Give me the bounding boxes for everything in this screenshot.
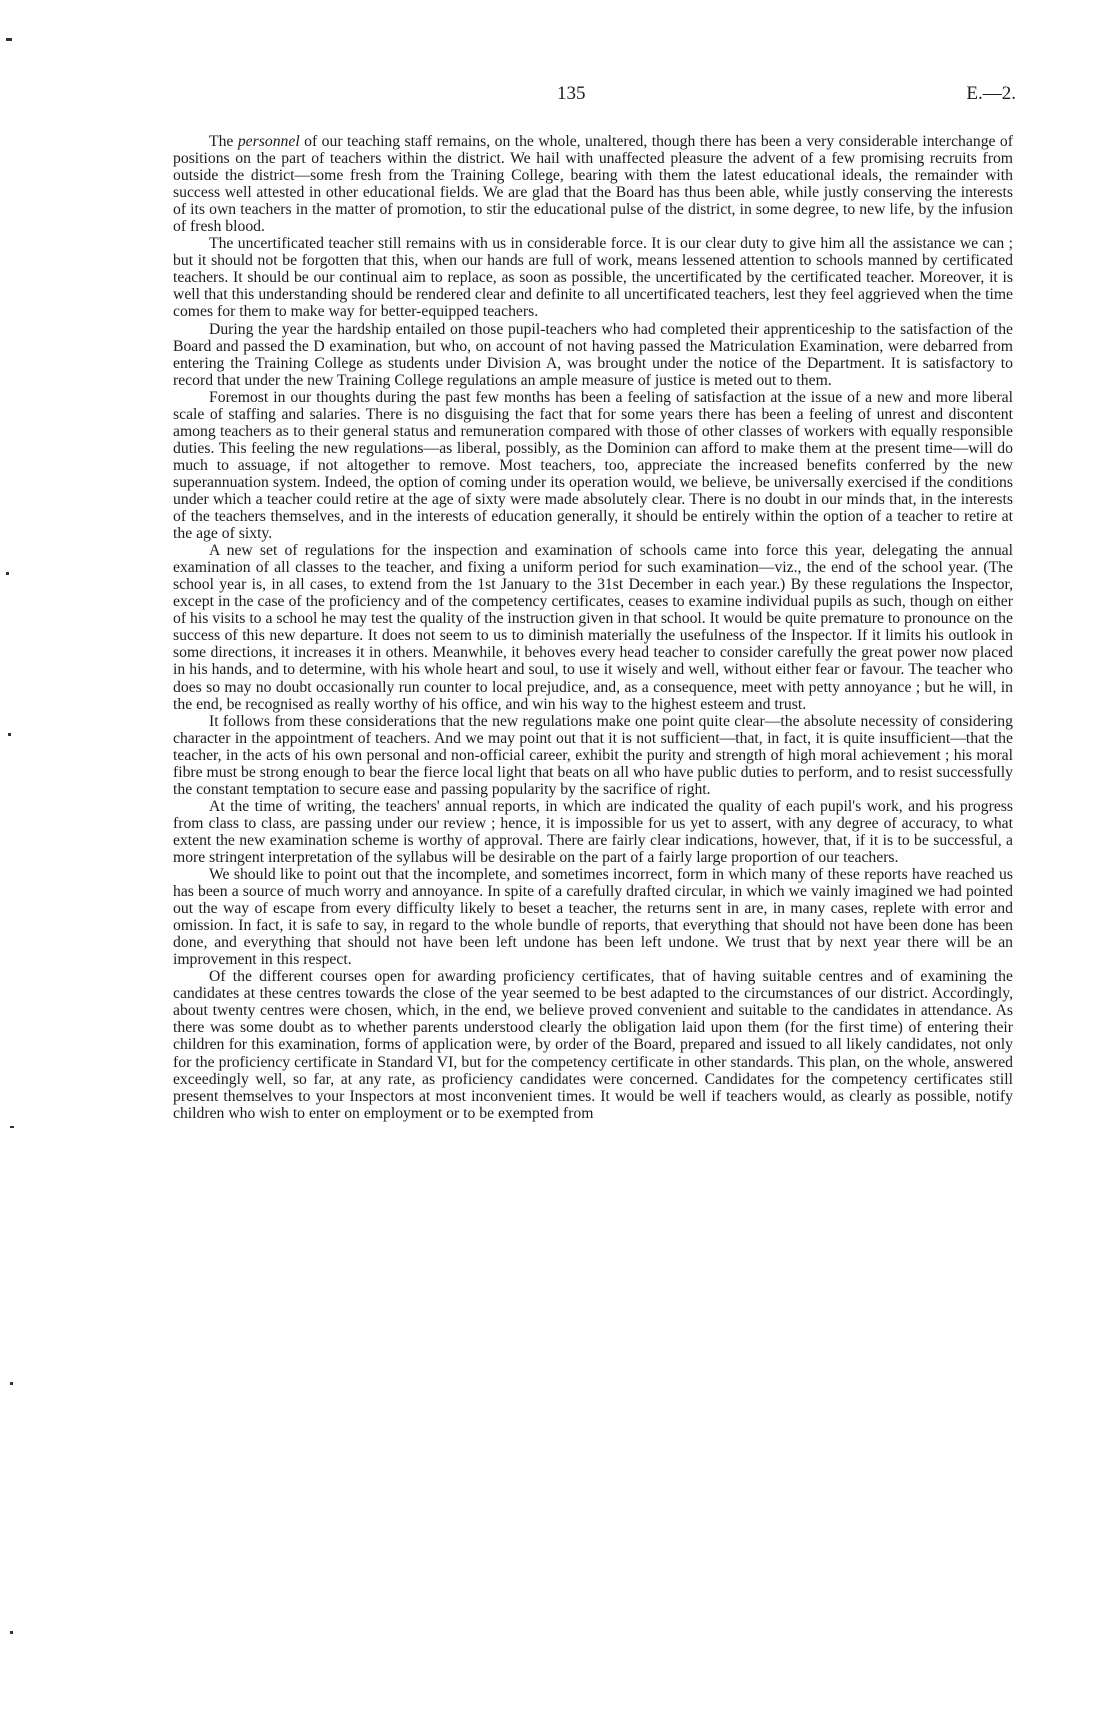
paragraph: Of the different courses open for awarding proficiency certificates, that of having suitable centres and of examining the candidates at these centres towards the close of the year seemed to be best adapted to the circumstances of our district. Accordingly, about twenty centres were chosen, which, in the end, we believe proved convenient and suitable to the candidates in attendance. As there was some doubt as to whether parents understood clearly the obligation laid upon them (for the first time) of entering their children for this examination, forms of application were, by order of the Board, prepared and issued to all likely candidates, not only for the proficiency certificate in Standard VI, but for the competency certificate in other standards. This plan, on the whole, answered exceedingly well, so far, at any rate, as proficiency candidates were concerned. Candidates for the competency certificates still present themselves to your Inspectors at most inconvenient times. It would be well if teachers would, as clearly as possible, notify children who wish to enter on employment or to be exempted from: [173, 968, 1013, 1122]
paragraph: The personnel of our teaching staff remains, on the whole, unaltered, though there has been a very considerable interchange of positions on the part of teachers within the district. We hail with unaffected pleasure the advent of a few promising recruits from outside the district—some fresh from the Training College, bearing with them the latest educational ideals, the remainder with success well attested in other educational fields. We are glad that the Board has thus been able, while justly conserving the interests of its own teachers in the matter of promotion, to stir the educational pulse of the district, in some degree, to new life, by the infusion of fresh blood.: [173, 133, 1014, 236]
scan-mark: [10, 1631, 13, 1634]
page-header: [0, 83, 1114, 107]
paragraph: It follows from these considerations that the new regulations make one point quite clear—the absolute necessity of considering character in the appointment of teachers. And we may point out that it is not sufficient—that, in fact, it is quite insufficient—that the teacher, in the acts of his own personal and non-official career, exhibit the purity and strength of high moral achievement ; his moral fibre must be strong enough to bear the fierce local light that beats on all who have public duties to perform, and to resist successfully the constant temptation to secure ease and passing popularity by the sacrifice of right.: [173, 712, 1013, 798]
paragraph: We should like to point out that the incomplete, and sometimes incorrect, form in which many of these reports have reached us has been a source of much worry and annoyance. In spite of a carefully drafted circular, in which we vainly imagined we had pointed out the way of escape from every difficulty likely to beset a teacher, the returns sent in are, in many cases, replete with error and omission. In fact, it is safe to say, in regard to the whole bundle of reports, that everything that should not have been done has been done, and everything that should not have been left undone has been left undone. We trust that by next year there will be an improvement in this respect.: [173, 866, 1013, 969]
paragraph: The uncertificated teacher still remains with us in considerable force. It is our clear duty to give him all the assistance we can ; but it should not be forgotten that this, when our hands are full of work, means lessened attention to schools manned by certificated teachers. It should be our continual aim to replace, as soon as possible, the uncertificated by the certificated teacher. Moreover, it is well that this understanding should be rendered clear and definite to all uncertificated teachers, lest they feel aggrieved when the time comes for them to make way for better-equipped teachers.: [173, 235, 1013, 321]
emphasis: personnel: [237, 133, 300, 150]
paragraph: During the year the hardship entailed on those pupil-teachers who had completed their apprenticeship to the satisfaction of the Board and passed the D examination, but who, on account of not having passed the Matriculation Examination, were debarred from entering the Training College as students under Division A, was brought under the notice of the Department. It is satisfactory to record that under the new Training College regulations an ample measure of justice is meted out to them.: [173, 320, 1013, 389]
document-code: E.—2.: [966, 83, 1016, 104]
paragraph: Foremost in our thoughts during the past few months has been a feeling of satisfaction at the issue of a new and more liberal scale of staffing and salaries. There is no disguising the fact that for some years there has been a feeling of unrest and discontent among teachers as to their general status and remuneration compared with those of other classes of workers with equally responsible duties. This feeling the new regulations—as liberal, possibly, as the Dominion can afford to make them at the present time—will do much to assuage, if not altogether to remove. Most teachers, too, appreciate the increased benefits conferred by the new superannuation system. Indeed, the option of coming under its operation would, we believe, be universally exercised if the conditions under which a teacher could retire at the age of sixty were made absolutely clear. There is no doubt in our minds that, in the interests of the teachers themselves, and in the interests of education generally, it should be entirely within the option of a teacher to retire at the age of sixty.: [173, 388, 1013, 543]
scan-mark: [10, 1126, 14, 1128]
scan-mark: [8, 733, 11, 736]
paragraph: At the time of writing, the teachers' annual reports, in which are indicated the quality of each pupil's work, and his progress from class to class, are passing under our review ; hence, it is impossible for us yet to assert, with any degree of accuracy, to what extent the new examination scheme is worthy of approval. There are fairly clear indications, however, that, if it is to be successful, a more stringent interpretation of the syllabus will be desirable on the part of a fairly large proportion of our teachers.: [173, 797, 1013, 866]
paragraph: A new set of regulations for the inspection and examination of schools came into force this year, delegating the annual examination of all classes to the teacher, and fixing a uniform period for such examination—viz., the end of the school year. (The school year is, in all cases, to extend from the 1st January to the 31st December in each year.) By these regulations the Inspector, except in the case of the proficiency and of the competency certificates, ceases to examine individual pupils as such, though on either of his visits to a school he may test the quality of the instruction given in that school. It would be quite premature to pronounce on the success of this new departure. It does not seem to us to diminish materially the usefulness of the Inspector. If it limits his outlook in some directions, it increases it in others. Meanwhile, it behoves every head teacher to consider carefully the great power now placed in his hands, and to determine, with his whole heart and soul, to use it wisely and well, without either fear or favour. The teacher who does so may no doubt occasionally run counter to local prejudice, and, as a consequence, meet with petty annoyance ; but he will, in the end, be recognised as really worthy of his office, and win his way to the highest esteem and trust.: [173, 542, 1013, 713]
scan-mark: [10, 1382, 13, 1385]
scan-mark: [6, 572, 9, 575]
article-body: [173, 133, 1013, 1122]
scan-mark: [6, 38, 12, 41]
page-number: 135: [557, 83, 586, 104]
